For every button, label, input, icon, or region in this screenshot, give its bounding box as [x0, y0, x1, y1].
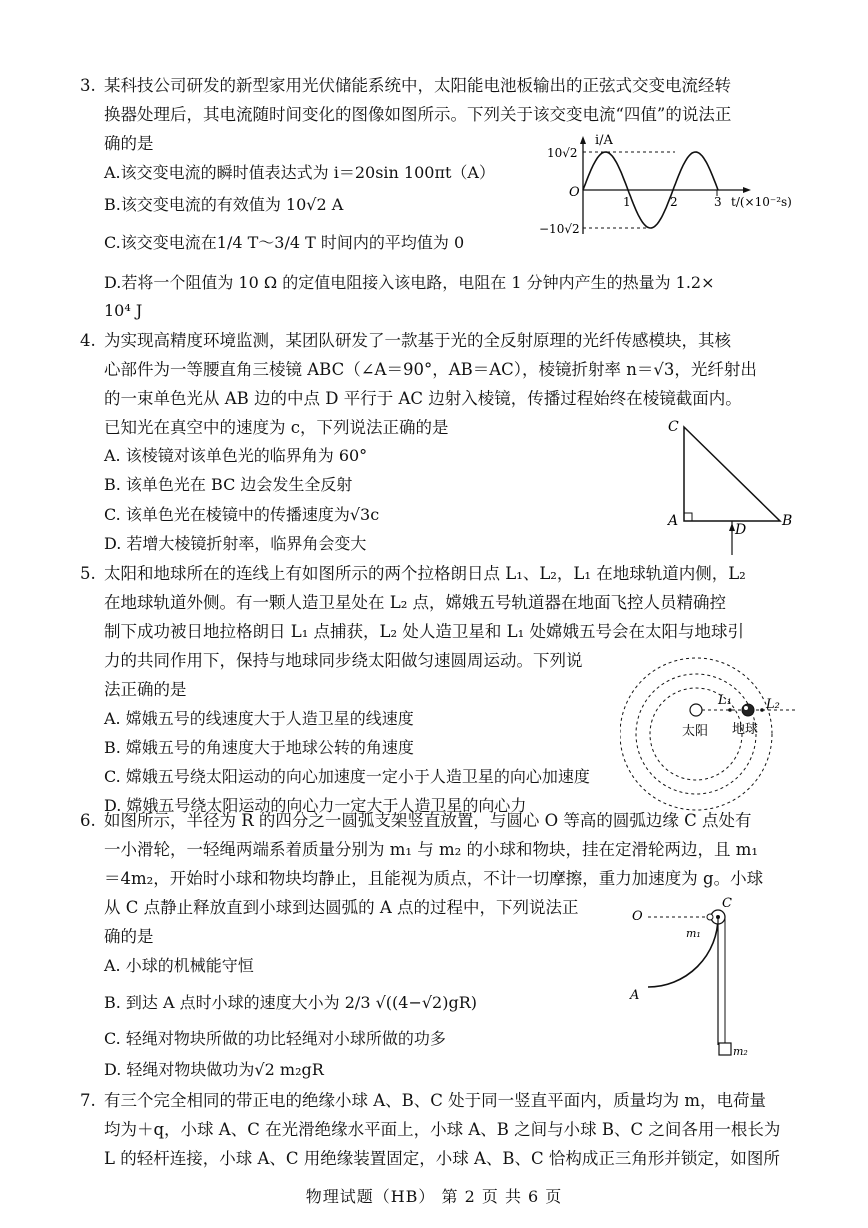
- q4-vertex-b-label: B: [782, 513, 793, 529]
- page-footer: 物理试题（HB） 第 2 页 共 6 页: [305, 1187, 563, 1206]
- q6-stem-line-4: 从 C 点静止释放直到小球到达圆弧的 A 点的过程中，下列说法正: [104, 898, 579, 917]
- q6-center-o-label: O: [632, 909, 643, 924]
- q3-option-a: A.该交变电流的瞬时值表达式为 i＝20sin 100πt（A）: [104, 163, 495, 182]
- q3-origin-label: O: [569, 185, 580, 200]
- q6-stem-line-3: ＝4m₂，开始时小球和物块均静止，且能视为质点，不计一切摩擦，重力加速度为 g。小球: [104, 869, 764, 888]
- q3-y-axis-label: i/A: [595, 133, 613, 148]
- q5-stem-line-3: 制下成功被日地拉格朗日 L₁ 点捕获，L₂ 处人造卫星和 L₁ 处嫦娥五号会在太阳与地球引: [104, 622, 744, 641]
- q5-l2-label: L₂: [766, 697, 780, 712]
- q5-stem-line-2: 在地球轨道外侧。有一颗人造卫星处在 L₂ 点，嫦娥五号轨道器在地面飞控人员精确控: [104, 593, 727, 612]
- q3-option-d: D.若将一个阻值为 10 Ω 的定值电阻接入该电路，电阻在 1 分钟内产生的热量为 1.2×: [104, 273, 715, 292]
- q3-top-value-label: 10√2: [547, 146, 578, 160]
- q6-stem-line-1: 如图所示，半径为 R 的四分之一圆弧支架竖直放置，与圆心 O 等高的圆弧边缘 C 点处有: [104, 811, 752, 830]
- q7-number: 7.: [80, 1091, 96, 1110]
- q3-option-b: B.该交变电流的有效值为 10√2 A: [104, 195, 344, 214]
- q4-vertex-a-label: A: [668, 513, 679, 529]
- q3-option-d-cont: 10⁴ J: [104, 301, 143, 320]
- q3-x-tick-2: 2: [670, 195, 678, 209]
- q5-number: 5.: [80, 564, 96, 583]
- q5-stem-line-1: 太阳和地球所在的连线上有如图所示的两个拉格朗日点 L₁、L₂，L₁ 在地球轨道内侧，L₂: [104, 564, 746, 583]
- q6-option-d: D. 轻绳对物块做功为√2 m₂gR: [104, 1060, 324, 1079]
- q3-stem-line-2: 换器处理后，其电流随时间变化的图像如图所示。下列关于该交变电流“四值”的说法正: [104, 105, 732, 124]
- q5-option-a: A. 嫦娥五号的线速度大于人造卫星的线速度: [104, 709, 414, 728]
- q6-arc-pulley-figure: [622, 895, 772, 1065]
- q5-stem-line-4: 力的共同作用下，保持与地球同步绕太阳做匀速圆周运动。下列说: [104, 651, 583, 670]
- q3-option-c: C.该交变电流在1/4 T～3/4 T 时间内的平均值为 0: [104, 233, 465, 252]
- q3-stem-line-3: 确的是: [104, 134, 154, 153]
- q4-number: 4.: [80, 331, 96, 350]
- q4-vertex-c-label: C: [668, 419, 679, 435]
- q4-stem-line-2: 心部件为一等腰直角三棱镜 ABC（∠A＝90°，AB＝AC），棱镜折射率 n＝√3，光纤射出: [104, 360, 757, 379]
- q5-option-d: D. 嫦娥五号绕太阳运动的向心力一定大于人造卫星的向心力: [104, 796, 527, 815]
- q3-stem-line-1: 某科技公司研发的新型家用光伏储能系统中，太阳能电池板输出的正弦式交变电流经转: [104, 76, 731, 95]
- q4-option-c: C. 该单色光在棱镜中的传播速度为√3c: [104, 505, 380, 524]
- q3-current-graph: [535, 130, 805, 242]
- q6-stem-line-5: 确的是: [104, 927, 154, 946]
- q5-sun-label: 太阳: [682, 724, 709, 739]
- q3-x-tick-1: 1: [623, 195, 631, 209]
- q7-stem-line-1: 有三个完全相同的带正电的绝缘小球 A、B、C 处于同一竖直平面内，质量均为 m，电荷量: [104, 1091, 767, 1110]
- q4-stem-line-3: 的一束单色光从 AB 边的中点 D 平行于 AC 边射入棱镜，传播过程始终在棱镜截面内。: [104, 389, 742, 408]
- q5-l1-label: L₁: [718, 693, 732, 708]
- q4-stem-line-4: 已知光在真空中的速度为 c，下列说法正确的是: [104, 418, 449, 437]
- q6-option-c: C. 轻绳对物块所做的功比轻绳对小球所做的功多: [104, 1029, 446, 1048]
- q6-m1-label: m₁: [686, 927, 701, 940]
- q4-prism-figure: [660, 415, 800, 563]
- q6-number: 6.: [80, 811, 96, 830]
- q3-x-axis-label: t/(×10⁻²s): [731, 195, 792, 209]
- q5-orbit-figure: [620, 648, 800, 816]
- q7-stem-line-3: L 的轻杆连接，小球 A、C 用绝缘装置固定，小球 A、B、C 恰构成正三角形并锁定，如图所: [104, 1149, 780, 1168]
- q7-stem-line-2: 均为＋q，小球 A、C 在光滑绝缘水平面上，小球 A、B 之间与小球 B、C 之间各用一根长为: [104, 1120, 781, 1139]
- q6-m2-label: m₂: [733, 1045, 748, 1058]
- q6-point-c-label: C: [722, 896, 732, 911]
- q5-option-b: B. 嫦娥五号的角速度大于地球公转的角速度: [104, 738, 414, 757]
- q3-number: 3.: [80, 76, 96, 95]
- q5-earth-label: 地球: [732, 722, 759, 737]
- q4-point-d-label: D: [735, 522, 747, 538]
- q6-option-a: A. 小球的机械能守恒: [104, 956, 254, 975]
- q3-x-tick-3: 3: [714, 195, 722, 209]
- q4-option-b: B. 该单色光在 BC 边会发生全反射: [104, 475, 353, 494]
- q6-point-a-label: A: [630, 988, 640, 1003]
- q4-option-a: A. 该棱镜对该单色光的临界角为 60°: [104, 446, 368, 465]
- q5-stem-line-5: 法正确的是: [104, 680, 187, 699]
- q4-option-d: D. 若增大棱镜折射率，临界角会变大: [104, 534, 367, 553]
- q3-bottom-value-label: −10√2: [539, 222, 580, 236]
- q5-option-c: C. 嫦娥五号绕太阳运动的向心加速度一定小于人造卫星的向心加速度: [104, 767, 590, 786]
- q4-stem-line-1: 为实现高精度环境监测，某团队研发了一款基于光的全反射原理的光纤传感模块，其核: [104, 331, 731, 350]
- q6-stem-line-2: 一小滑轮，一轻绳两端系着质量分别为 m₁ 与 m₂ 的小球和物块，挂在定滑轮两边，且 m₁: [104, 840, 759, 859]
- q6-option-b: B. 到达 A 点时小球的速度大小为 2/3 √((4−√2)gR): [104, 993, 477, 1012]
